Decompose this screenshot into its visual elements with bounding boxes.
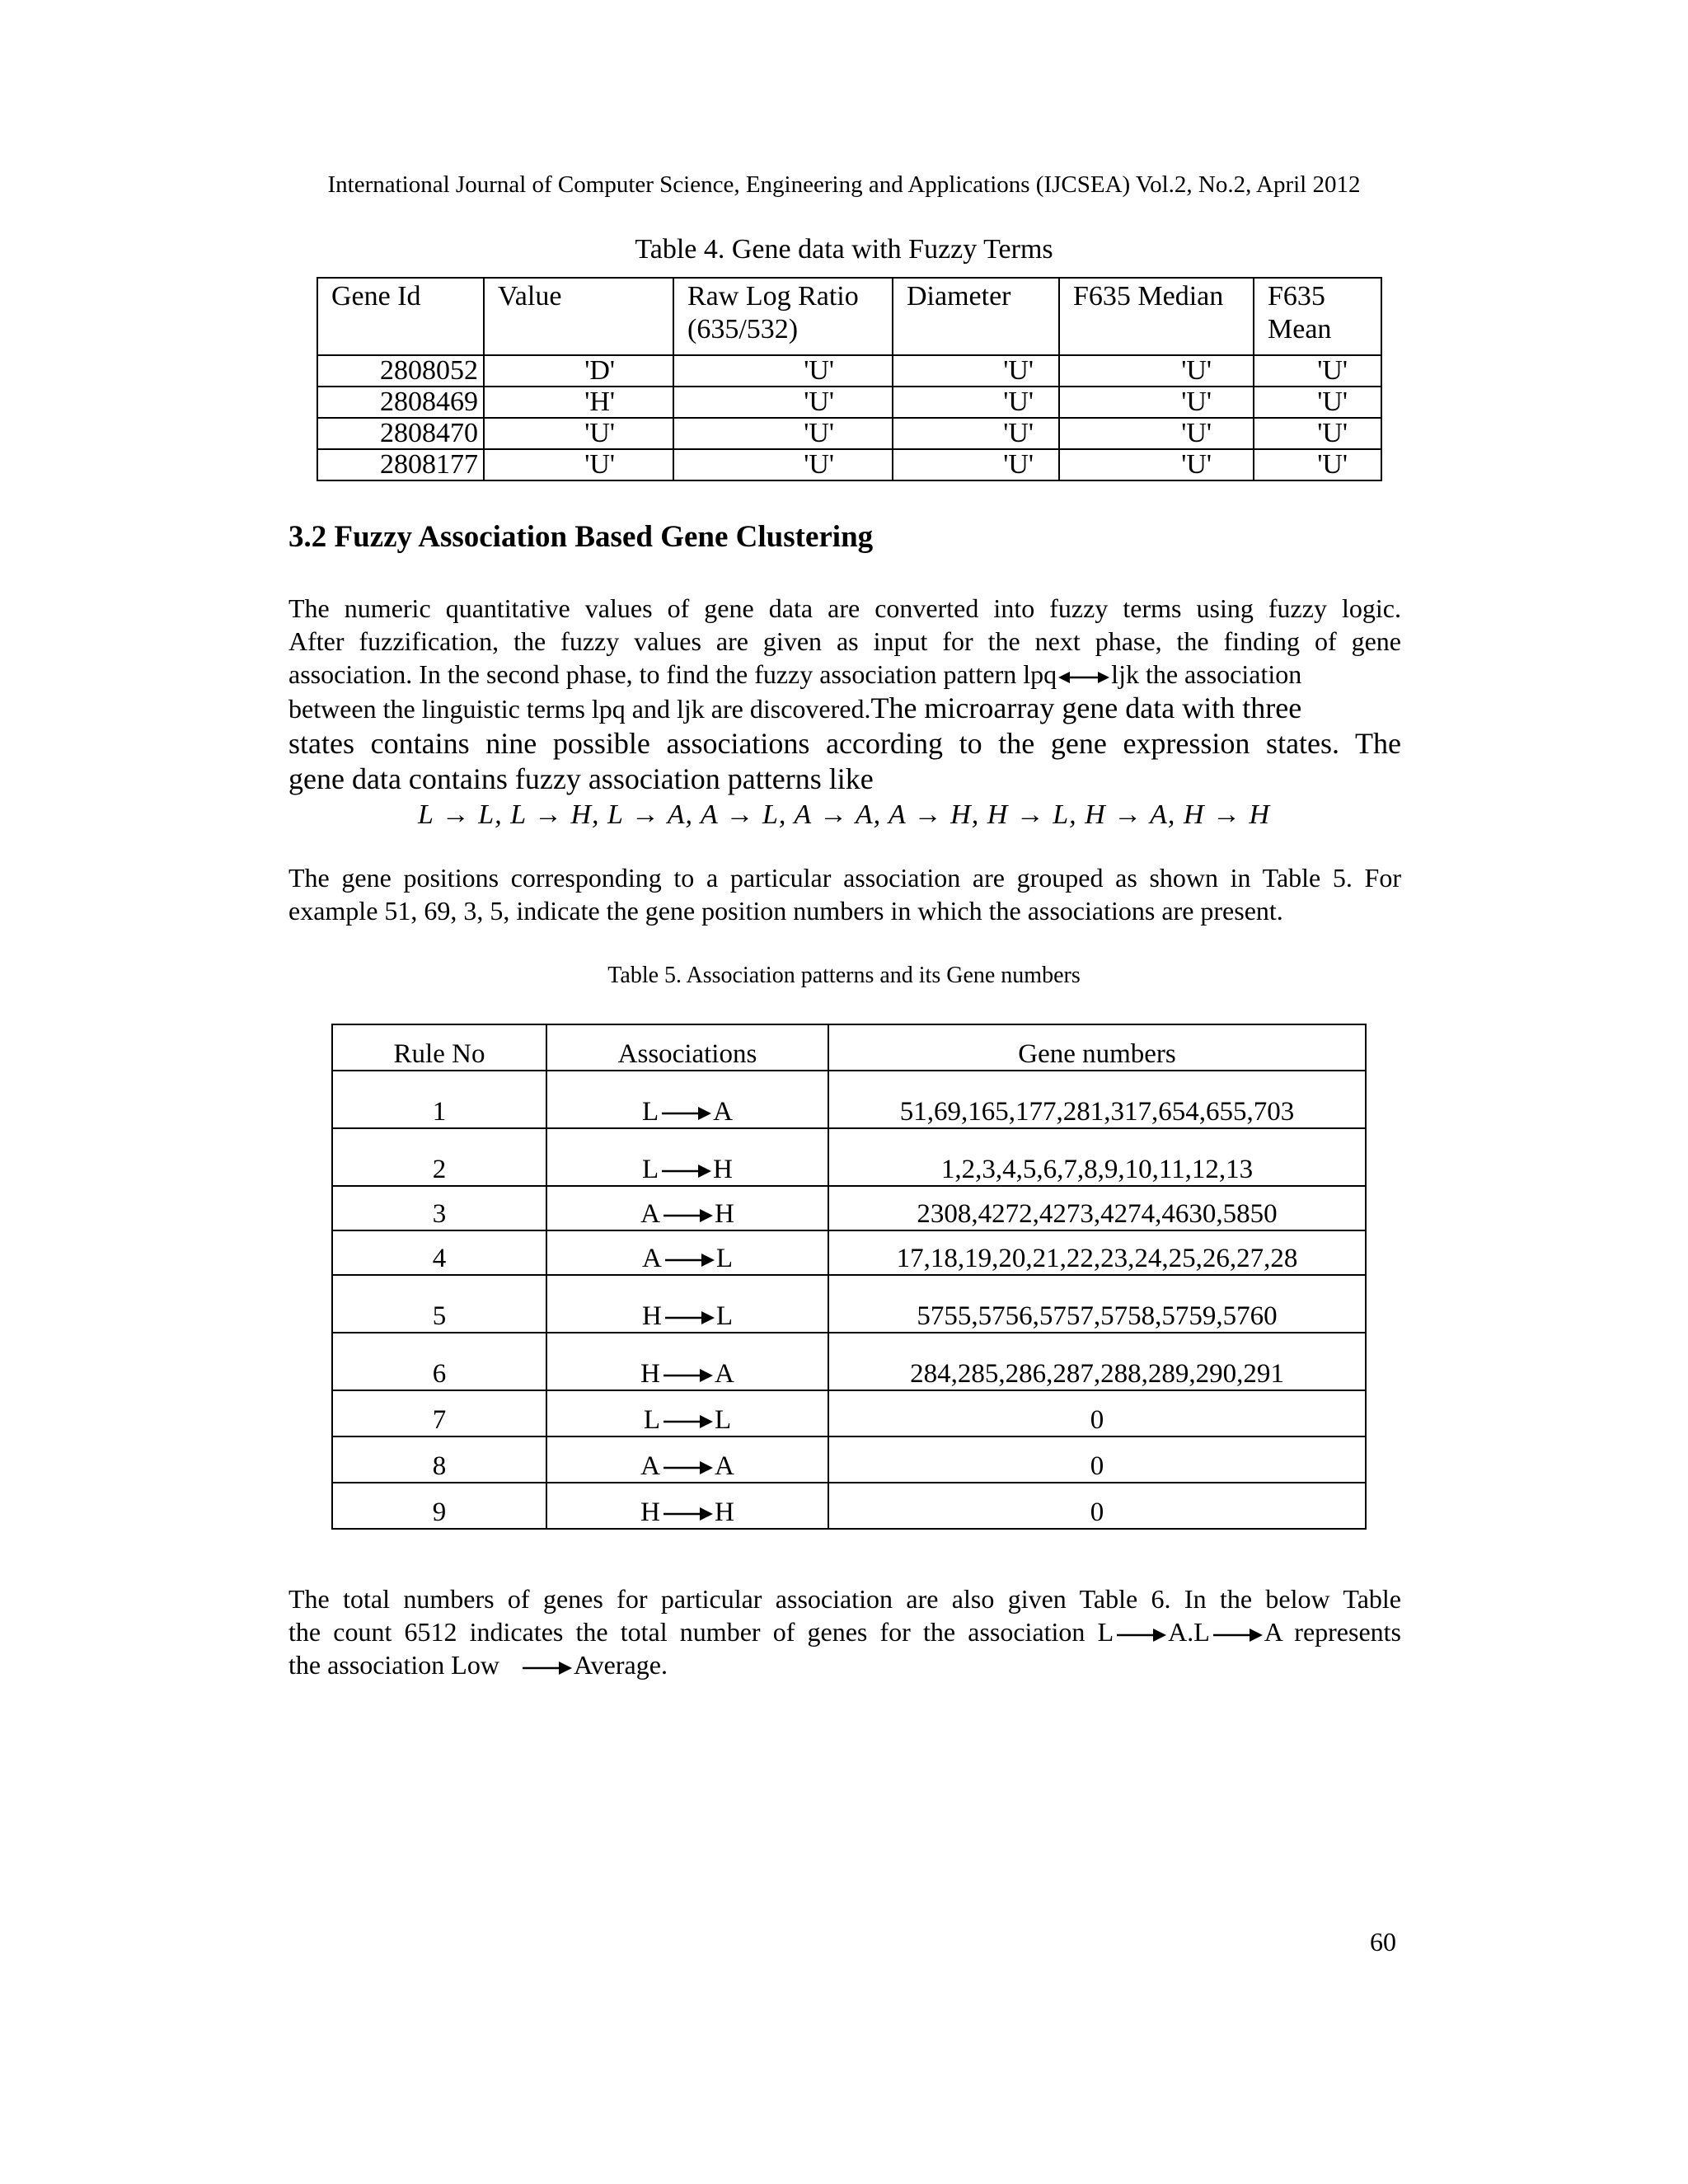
double-arrow-icon: [1058, 669, 1109, 686]
table-row: [332, 1230, 1366, 1275]
table4-header-raw-log-ratio: Raw Log Ratio (635/532): [673, 278, 893, 355]
value-cell: 'U': [484, 449, 673, 480]
association-to: A: [715, 1359, 734, 1389]
right-arrow-icon: [660, 1163, 711, 1179]
table-row: [317, 355, 1381, 387]
paragraph-line: The total numbers of genes for particular association are also given Table 6. In the below Table: [288, 1584, 1401, 1614]
association-cell: [546, 1128, 828, 1186]
paragraph-line: [288, 1648, 1401, 1681]
association-to: A: [715, 1451, 734, 1481]
association-to: L: [715, 1405, 732, 1435]
f635-median-cell: 'U': [1059, 355, 1254, 387]
paragraph-fragment: the association Low: [288, 1650, 499, 1680]
association-to: A: [713, 1097, 733, 1127]
right-arrow-icon: [1212, 1627, 1263, 1643]
paragraph-line: The gene positions corresponding to a particular association are grouped as shown in Table 5. For: [288, 863, 1401, 893]
rule-no-cell: 8: [332, 1436, 546, 1483]
rule-no-cell: 3: [332, 1186, 546, 1230]
table4-caption: Table 4. Gene data with Fuzzy Terms: [635, 234, 1053, 265]
association-cell: [546, 1071, 828, 1128]
table5-header-rule-no: Rule No: [332, 1024, 546, 1071]
rule-no-cell: 5: [332, 1275, 546, 1333]
raw-log-ratio-cell: 'U': [673, 355, 893, 387]
rule-no-cell: 9: [332, 1483, 546, 1529]
paragraph-line: states contains nine possible associations according to the gene expression states. The: [288, 727, 1401, 760]
gene-id-cell: 2808469: [317, 387, 484, 418]
table4-header-diameter: Diameter: [893, 278, 1059, 355]
table-row: [317, 418, 1381, 449]
association-to: L: [715, 1244, 733, 1273]
table5-header-row: [332, 1024, 1366, 1071]
paragraph-fragment: ljk the association: [1111, 659, 1302, 689]
table-row: [317, 387, 1381, 418]
diameter-cell: 'U': [893, 387, 1059, 418]
right-arrow-icon: [663, 1252, 715, 1268]
association-from: L: [643, 1405, 660, 1435]
f635-median-cell: 'U': [1059, 418, 1254, 449]
table-row: [332, 1128, 1366, 1186]
gene-id-cell: 2808052: [317, 355, 484, 387]
association-cell: [546, 1483, 828, 1529]
association-cell: [546, 1333, 828, 1390]
paragraph-3: [288, 1582, 1401, 1681]
association-to: H: [713, 1155, 733, 1184]
value-cell: 'U': [484, 418, 673, 449]
table5-header-associations: Associations: [546, 1024, 828, 1071]
f635-median-cell: 'U': [1059, 449, 1254, 480]
diameter-cell: 'U': [893, 449, 1059, 480]
rule-no-cell: 1: [332, 1071, 546, 1128]
association-cell: [546, 1275, 828, 1333]
value-cell: 'D': [484, 355, 673, 387]
table4-header-value: Value: [484, 278, 673, 355]
gene-numbers-cell: 284,285,286,287,288,289,290,291: [828, 1333, 1366, 1390]
association-from: A: [640, 1199, 660, 1229]
right-arrow-icon: [662, 1506, 713, 1522]
gene-id-cell: 2808177: [317, 449, 484, 480]
association-from: H: [640, 1497, 660, 1527]
journal-header: International Journal of Computer Science, Engineering and Applications (IJCSEA) Vol.2, No.2, April 2012: [327, 171, 1361, 198]
gene-numbers-cell: 5755,5756,5757,5758,5759,5760: [828, 1275, 1366, 1333]
right-arrow-icon: [1115, 1627, 1166, 1643]
association-cell: [546, 1230, 828, 1275]
f635-mean-cell: 'U': [1254, 355, 1381, 387]
table5: [331, 1024, 1367, 1530]
table-row: [332, 1436, 1366, 1483]
association-cell: [546, 1390, 828, 1436]
right-arrow-icon: [660, 1105, 711, 1122]
gene-numbers-cell: 0: [828, 1390, 1366, 1436]
f635-median-cell: 'U': [1059, 387, 1254, 418]
rule-no-cell: 7: [332, 1390, 546, 1436]
paragraph-fragment: A represents: [1264, 1617, 1402, 1647]
raw-log-ratio-cell: 'U': [673, 449, 893, 480]
gene-numbers-cell: 17,18,19,20,21,22,23,24,25,26,27,28: [828, 1230, 1366, 1275]
right-arrow-icon: [521, 1660, 572, 1676]
paragraph-fragment: association. In the second phase, to find the fuzzy association pattern lpq: [288, 659, 1057, 689]
paragraph-line: [288, 691, 1401, 726]
gene-numbers-cell: 0: [828, 1483, 1366, 1529]
table4-header-f635-mean: F635 Mean: [1254, 278, 1381, 355]
table-row: [332, 1390, 1366, 1436]
rule-no-cell: 2: [332, 1128, 546, 1186]
paragraph-line: [288, 658, 1401, 691]
table-row: [332, 1483, 1366, 1529]
table5-caption: Table 5. Association patterns and its Gene numbers: [607, 963, 1081, 988]
paragraph-line: After fuzzification, the fuzzy values are given as input for the next phase, the finding of gene: [288, 626, 1401, 656]
table-row: [332, 1186, 1366, 1230]
f635-mean-cell: 'U': [1254, 449, 1381, 480]
paragraph-fragment: A.L: [1168, 1617, 1210, 1647]
table-row: [332, 1071, 1366, 1128]
paragraph-1: [288, 592, 1401, 797]
f635-mean-cell: 'U': [1254, 418, 1381, 449]
value-cell: 'H': [484, 387, 673, 418]
association-cell: [546, 1436, 828, 1483]
association-to: L: [715, 1301, 733, 1331]
section-heading: 3.2 Fuzzy Association Based Gene Clustering: [288, 520, 874, 554]
rule-no-cell: 4: [332, 1230, 546, 1275]
table4-header-f635-median: F635 Median: [1059, 278, 1254, 355]
raw-log-ratio-cell: 'U': [673, 418, 893, 449]
paragraph-line: gene data contains fuzzy association patterns like: [288, 762, 874, 795]
page-number: 60: [1370, 1927, 1396, 1957]
right-arrow-icon: [663, 1310, 715, 1326]
gene-numbers-cell: 51,69,165,177,281,317,654,655,703: [828, 1071, 1366, 1128]
table5-header-gene-numbers: Gene numbers: [828, 1024, 1366, 1071]
association-formula: L → L, L → H, L → A, A → L, A → A, A → H, H → L, H → A, H → H: [417, 799, 1271, 830]
gene-numbers-cell: 2308,4272,4273,4274,4630,5850: [828, 1186, 1366, 1230]
right-arrow-icon: [662, 1367, 713, 1384]
association-from: L: [641, 1097, 659, 1127]
gene-numbers-cell: 1,2,3,4,5,6,7,8,9,10,11,12,13: [828, 1128, 1366, 1186]
paragraph-fragment: Average.: [573, 1650, 668, 1680]
table4: [316, 277, 1382, 481]
right-arrow-icon: [662, 1460, 713, 1476]
diameter-cell: 'U': [893, 355, 1059, 387]
table4-header-row: [317, 278, 1381, 355]
table-row: [332, 1333, 1366, 1390]
paragraph-fragment: the count 6512 indicates the total number of genes for the association L: [288, 1617, 1114, 1647]
paragraph-line: The numeric quantitative values of gene data are converted into fuzzy terms using fuzzy logic.: [288, 593, 1401, 623]
association-from: H: [641, 1301, 662, 1331]
paragraph-fragment: between the linguistic terms lpq and ljk are discovered.: [288, 694, 871, 724]
raw-log-ratio-cell: 'U': [673, 387, 893, 418]
gene-id-cell: 2808470: [317, 418, 484, 449]
table4-header-gene-id: Gene Id: [317, 278, 484, 355]
paragraph-fragment: The microarray gene data with three: [870, 691, 1302, 724]
association-to: H: [715, 1199, 734, 1229]
association-from: A: [641, 1244, 662, 1273]
paragraph-2: [288, 861, 1401, 927]
association-to: H: [715, 1497, 734, 1527]
table-row: [317, 449, 1381, 480]
right-arrow-icon: [662, 1413, 713, 1430]
diameter-cell: 'U': [893, 418, 1059, 449]
association-cell: [546, 1186, 828, 1230]
f635-mean-cell: 'U': [1254, 387, 1381, 418]
rule-no-cell: 6: [332, 1333, 546, 1390]
gene-numbers-cell: 0: [828, 1436, 1366, 1483]
association-from: H: [640, 1359, 660, 1389]
right-arrow-icon: [662, 1207, 713, 1224]
table-row: [332, 1275, 1366, 1333]
association-from: A: [640, 1451, 660, 1481]
paragraph-line: example 51, 69, 3, 5, indicate the gene position numbers in which the associations are present.: [288, 896, 1283, 926]
paragraph-line: [288, 1615, 1401, 1648]
association-from: L: [641, 1155, 659, 1184]
